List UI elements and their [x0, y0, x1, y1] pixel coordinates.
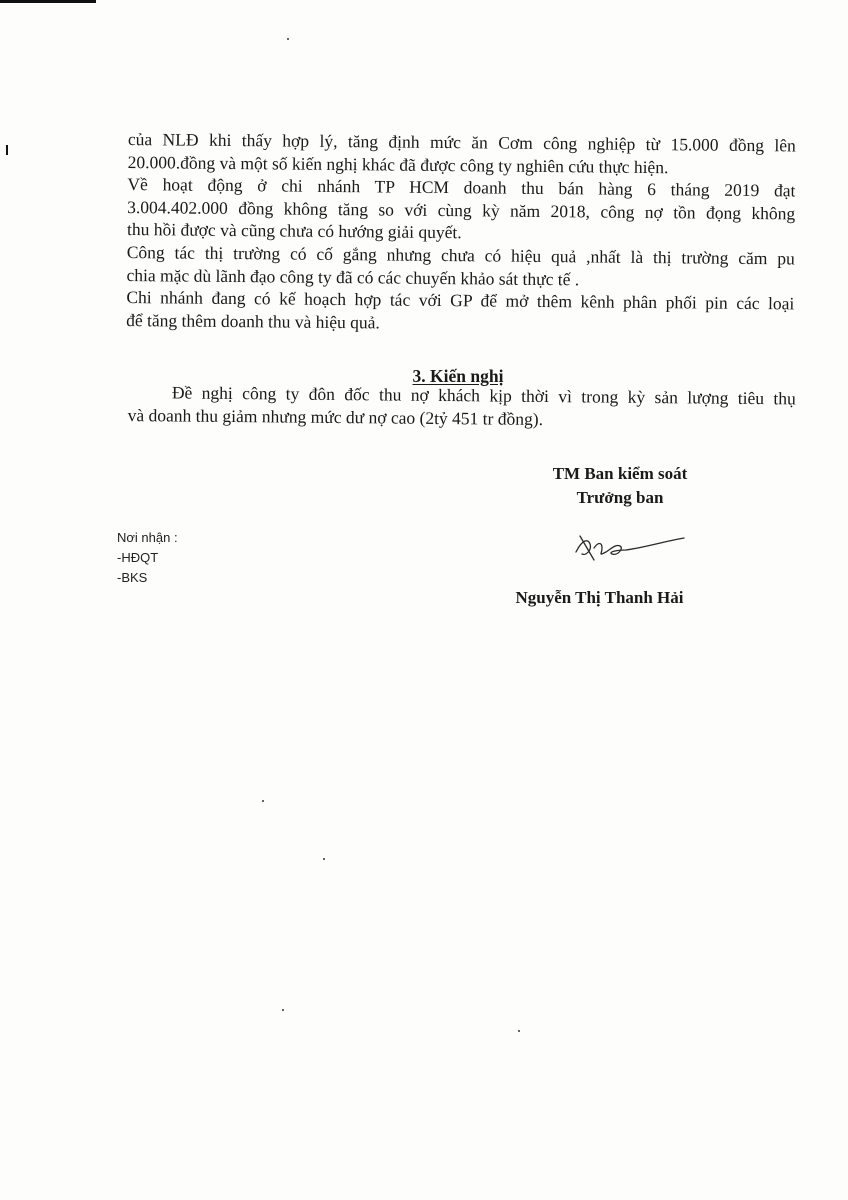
body-line: Về hoạt động ở chi nhánh TP HCM doanh thu bán hàng 6 tháng 2019 đạt	[127, 174, 796, 201]
scan-speck	[282, 1009, 284, 1011]
signer-name: Nguyễn Thị Thanh Hải	[515, 588, 684, 607]
scan-edge-mark	[0, 0, 96, 3]
body-line: 3.004.402.000 đồng không tăng so với cùng kỳ năm 2018, công nợ tồn đọng không	[127, 196, 796, 224]
recipient-item: -HĐQT	[117, 550, 159, 565]
proposal-line: Đề nghị công ty đôn đốc thu nợ khách kịp thời vì trong kỳ sản lượng tiêu thụ	[171, 382, 796, 409]
scan-speck	[323, 858, 325, 860]
recipients-block	[117, 528, 178, 588]
section-heading-text: 3. Kiến nghị	[412, 366, 504, 386]
proposal-line: và doanh thu giảm nhưng mức dư nợ cao (2tỷ 451 tr đồng).	[127, 404, 544, 429]
signature-block	[520, 462, 720, 510]
signature-title: Trưởng ban	[576, 488, 664, 507]
scan-speck	[518, 1030, 520, 1032]
body-line: thu hồi được và cũng chưa có hướng giải quyết.	[126, 219, 462, 243]
body-line: chia mặc dù lãnh đạo công ty đã có các chuyến khảo sát thực tế .	[126, 264, 580, 289]
body-line: để tăng thêm doanh thu và hiệu quả.	[126, 309, 380, 333]
proposal-paragraph	[128, 381, 796, 433]
scan-edge-mark-left	[6, 145, 8, 155]
signature-org: TM Ban kiểm soát	[552, 464, 688, 483]
recipient-item: -BKS	[117, 570, 148, 585]
body-paragraphs	[126, 128, 796, 338]
scan-speck	[287, 38, 289, 40]
body-line: Công tác thị trường có cố gắng nhưng chưa có hiệu quả ,nhất là thị trường căm pu	[126, 241, 795, 269]
body-line: 20.000.đồng và một số kiến nghị khác đã được công ty nghiên cứu thực hiện.	[127, 151, 669, 177]
body-line: Chi nhánh đang có kế hoạch hợp tác với GP để mở thêm kênh phân phối pin các loại	[126, 287, 795, 314]
scan-speck	[262, 800, 264, 802]
handwritten-signature	[572, 530, 687, 566]
recipients-label: Nơi nhận :	[117, 530, 178, 545]
body-line: của NLĐ khi thấy hợp lý, tăng định mức ăn Cơm công nghiệp từ 15.000 đồng lên	[127, 128, 796, 156]
